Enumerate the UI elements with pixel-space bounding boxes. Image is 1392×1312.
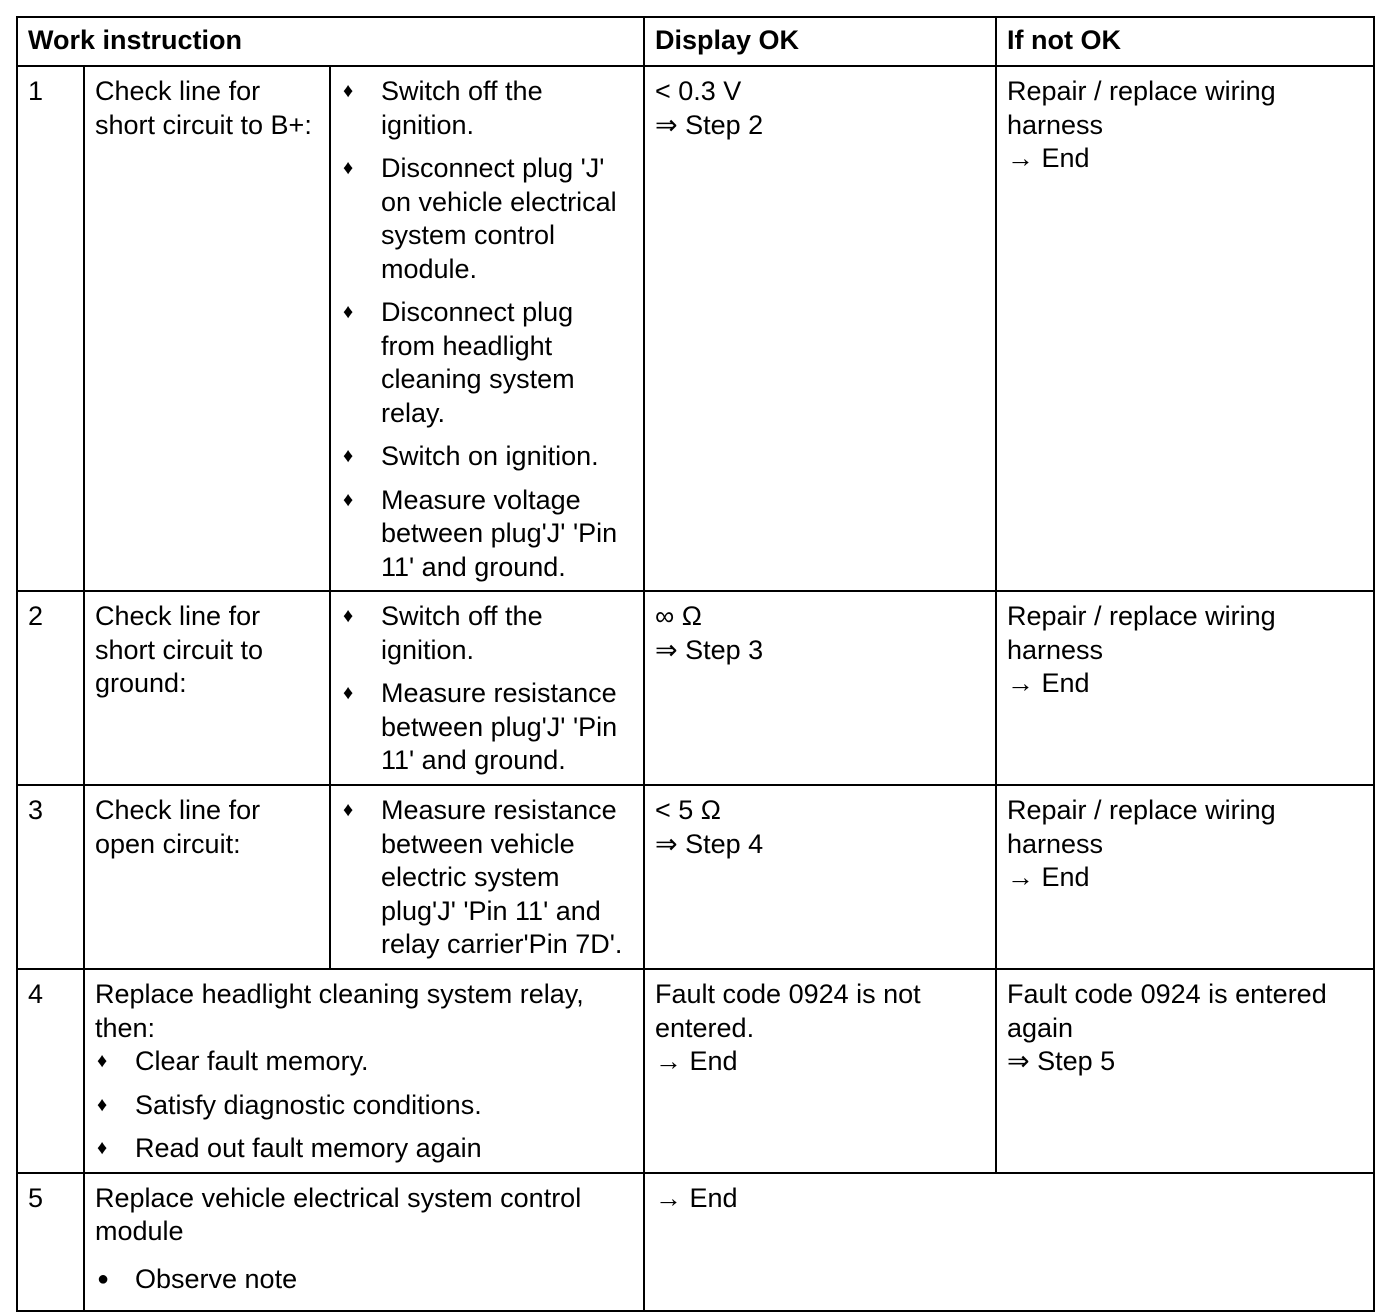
if-not-ok-cell (996, 66, 1374, 591)
display-ok-value: < 0.3 V (655, 76, 742, 106)
diamond-bullet-icon: ♦ (343, 799, 354, 821)
table-row (17, 969, 1374, 1173)
work-instruction-table (16, 16, 1375, 1312)
display-ok-cell (644, 591, 996, 785)
if-not-ok-cell (996, 969, 1374, 1173)
instruction-cell (84, 1173, 644, 1311)
if-not-ok-action: Repair / replace wiring harness (1007, 795, 1276, 859)
action-text: Disconnect plug from headlight cleaning system relay. (381, 297, 575, 428)
header-work-instruction: Work instruction (17, 17, 644, 66)
list-item (341, 484, 633, 585)
if-not-ok-cell (996, 591, 1374, 785)
step-number: 4 (17, 969, 84, 1173)
action-text: Switch on ignition. (381, 441, 599, 471)
diamond-bullet-icon: ♦ (343, 445, 354, 467)
diamond-bullet-icon: ♦ (343, 80, 354, 102)
table-row (17, 66, 1374, 591)
list-item (95, 1263, 633, 1297)
action-text: Measure resistance between vehicle electric system plug'J' 'Pin 11' and relay carrier'Pin 7D'. (381, 795, 623, 959)
diamond-bullet-icon: ♦ (97, 1050, 108, 1072)
list-item (95, 1132, 633, 1166)
display-ok-next: ⇒ Step 4 (655, 828, 764, 859)
table-row (17, 591, 1374, 785)
list-item (341, 600, 633, 667)
action-text: Switch off the ignition. (381, 76, 543, 140)
list-item (341, 677, 633, 778)
step-actions (330, 591, 644, 785)
list-item (341, 152, 633, 286)
display-ok-cell (644, 66, 996, 591)
table-row (17, 785, 1374, 969)
table-row (17, 1173, 1374, 1311)
if-not-ok-next: ⇒ Step 5 (1007, 1046, 1116, 1076)
header-row (17, 17, 1374, 66)
if-not-ok-action: Fault code 0924 is entered again (1007, 979, 1327, 1043)
diamond-bullet-icon: ♦ (343, 605, 354, 627)
diamond-bullet-icon: ♦ (343, 682, 354, 704)
instruction-cell (84, 969, 644, 1173)
if-not-ok-next: → End (1007, 862, 1090, 892)
if-not-ok-action: Repair / replace wiring harness (1007, 601, 1276, 665)
action-text: Satisfy diagnostic conditions. (135, 1089, 482, 1120)
list-item (95, 1045, 633, 1079)
list-item (341, 296, 633, 430)
display-ok-value: < 5 Ω (655, 795, 721, 825)
action-text: Clear fault memory. (135, 1046, 369, 1076)
dot-bullet-icon: ● (97, 1267, 110, 1290)
if-not-ok-cell (996, 785, 1374, 969)
if-not-ok-next: → End (1007, 668, 1090, 698)
action-text: Disconnect plug 'J' on vehicle electrical system control module. (381, 153, 617, 284)
list-item (341, 75, 633, 142)
display-ok-value: Fault code 0924 is not entered. (655, 979, 921, 1043)
action-text: Measure resistance between plug'J' 'Pin 11' and ground. (381, 678, 618, 775)
step-actions (330, 785, 644, 969)
action-text: Switch off the ignition. (381, 601, 543, 665)
diamond-bullet-icon: ♦ (343, 488, 354, 511)
step-number: 1 (17, 66, 84, 591)
step-number: 5 (17, 1173, 84, 1311)
check-description: Check line for short circuit to ground: (84, 591, 330, 785)
step-number: 2 (17, 591, 84, 785)
check-description: Check line for short circuit to B+: (84, 66, 330, 591)
action-text: Observe note (135, 1263, 298, 1294)
list-item (341, 794, 633, 962)
action-text: Measure voltage between plug'J' 'Pin 11' and ground. (381, 484, 618, 582)
diamond-bullet-icon: ♦ (343, 301, 354, 323)
display-ok-next: ⇒ Step 3 (655, 634, 764, 665)
diamond-bullet-icon: ♦ (97, 1137, 108, 1159)
diamond-bullet-icon: ♦ (343, 157, 354, 179)
display-ok-cell (644, 1173, 1374, 1311)
display-ok-next: ⇒ Step 2 (655, 109, 764, 140)
display-ok-next: → End (655, 1046, 738, 1076)
display-ok-cell (644, 969, 996, 1173)
display-ok-cell (644, 785, 996, 969)
action-text: Read out fault memory again (135, 1133, 482, 1163)
check-description: Check line for open circuit: (84, 785, 330, 969)
display-ok-next: → End (655, 1182, 738, 1213)
if-not-ok-action: Repair / replace wiring harness (1007, 76, 1276, 140)
list-item (95, 1089, 633, 1123)
list-item (341, 440, 633, 474)
if-not-ok-next: → End (1007, 143, 1090, 173)
header-if-not-ok: If not OK (996, 17, 1374, 66)
display-ok-value: ∞ Ω (655, 601, 702, 631)
instruction-text: Replace vehicle electrical system control module (95, 1182, 582, 1246)
diamond-bullet-icon: ♦ (97, 1093, 108, 1116)
step-actions (330, 66, 644, 591)
header-display-ok: Display OK (644, 17, 996, 66)
step-number: 3 (17, 785, 84, 969)
instruction-text: Replace headlight cleaning system relay, then: (95, 979, 584, 1043)
